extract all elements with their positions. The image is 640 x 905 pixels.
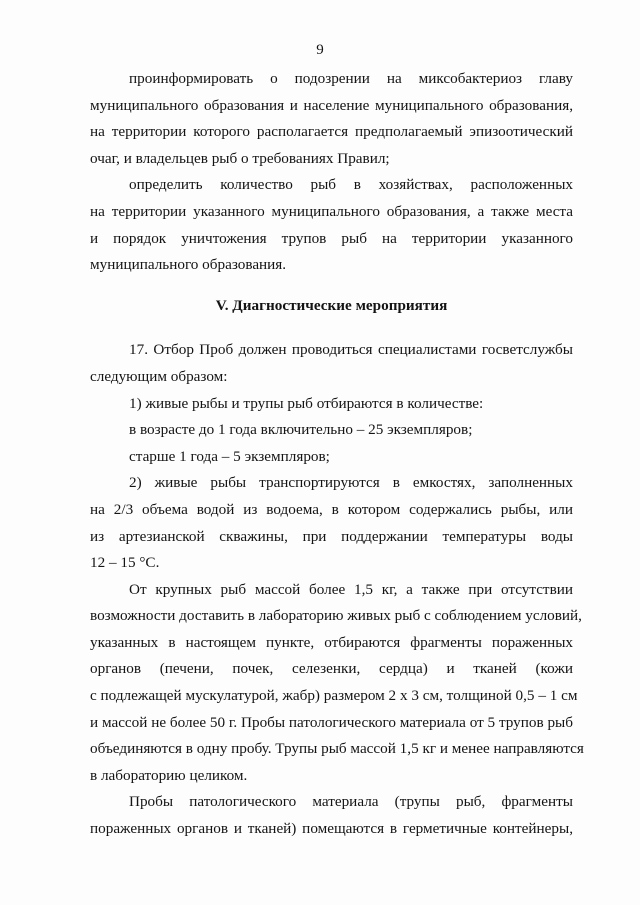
paragraph-line: и массой не более 50 г. Пробы патологического материала от 5 трупов рыб bbox=[90, 713, 573, 731]
paragraph-line: и порядок уничтожения трупов рыб на территории указанного bbox=[90, 229, 573, 247]
paragraph-line: 12 – 15 °C. bbox=[90, 554, 160, 572]
paragraph-line: в лабораторию целиком. bbox=[90, 766, 248, 784]
paragraph-line: 2) живые рыбы транспортируются в емкостях, заполненных bbox=[129, 474, 573, 492]
section-heading: V. Диагностические мероприятия bbox=[215, 296, 448, 314]
list-item: 1) живые рыбы и трупы рыб отбираются в количестве: bbox=[129, 394, 484, 412]
paragraph-line: объединяются в одну пробу. Трупы рыб массой 1,5 кг и менее направляются bbox=[90, 740, 584, 758]
paragraph-line: возможности доставить в лабораторию живых рыб с соблюдением условий, bbox=[90, 607, 582, 625]
paragraph-line: на территории которого располагается предполагаемый эпизоотический bbox=[90, 123, 573, 141]
paragraph-line: следующим образом: bbox=[90, 367, 228, 385]
paragraph-line: проинформировать о подозрении на миксобактериоз главу bbox=[129, 70, 573, 87]
paragraph-line: органов (печени, почек, селезенки, сердца) и тканей (кожи bbox=[90, 660, 573, 678]
list-item: старше 1 года – 5 экземпляров; bbox=[129, 447, 330, 465]
paragraph-line: муниципального образования и население муниципального образования, bbox=[90, 96, 573, 114]
paragraph-line: От крупных рыб массой более 1,5 кг, а также при отсутствии bbox=[129, 580, 573, 598]
paragraph-line: на территории указанного муниципального образования, а также места bbox=[90, 202, 573, 220]
paragraph-line: пораженных органов и тканей) помещаются в герметичные контейнеры, bbox=[90, 820, 573, 838]
document-body bbox=[90, 66, 584, 843]
paragraph-line: очаг, и владельцев рыб о требованиях Правил; bbox=[90, 149, 390, 167]
paragraph-line: муниципального образования. bbox=[90, 256, 287, 274]
paragraph-line: 17. Отбор Проб должен проводиться специалистами госветслужбы bbox=[129, 341, 573, 359]
paragraph-line: из артезианской скважины, при поддержании температуры воды bbox=[90, 527, 573, 545]
paragraph-line: указанных в настоящем пункте, отбираются фрагменты пораженных bbox=[90, 633, 573, 651]
paragraph-line: на 2/3 объема водой из водоема, в котором содержались рыбы, или bbox=[90, 500, 573, 518]
paragraph-line: определить количество рыб в хозяйствах, расположенных bbox=[129, 176, 573, 194]
page-number: 9 bbox=[316, 42, 324, 58]
paragraph-line: с подлежащей мускулатурой, жабр) размером 2 х 3 см, толщиной 0,5 – 1 см bbox=[90, 687, 578, 705]
list-item: в возрасте до 1 года включительно – 25 экземпляров; bbox=[129, 421, 473, 439]
paragraph-line: Пробы патологического материала (трупы рыб, фрагменты bbox=[129, 793, 573, 811]
